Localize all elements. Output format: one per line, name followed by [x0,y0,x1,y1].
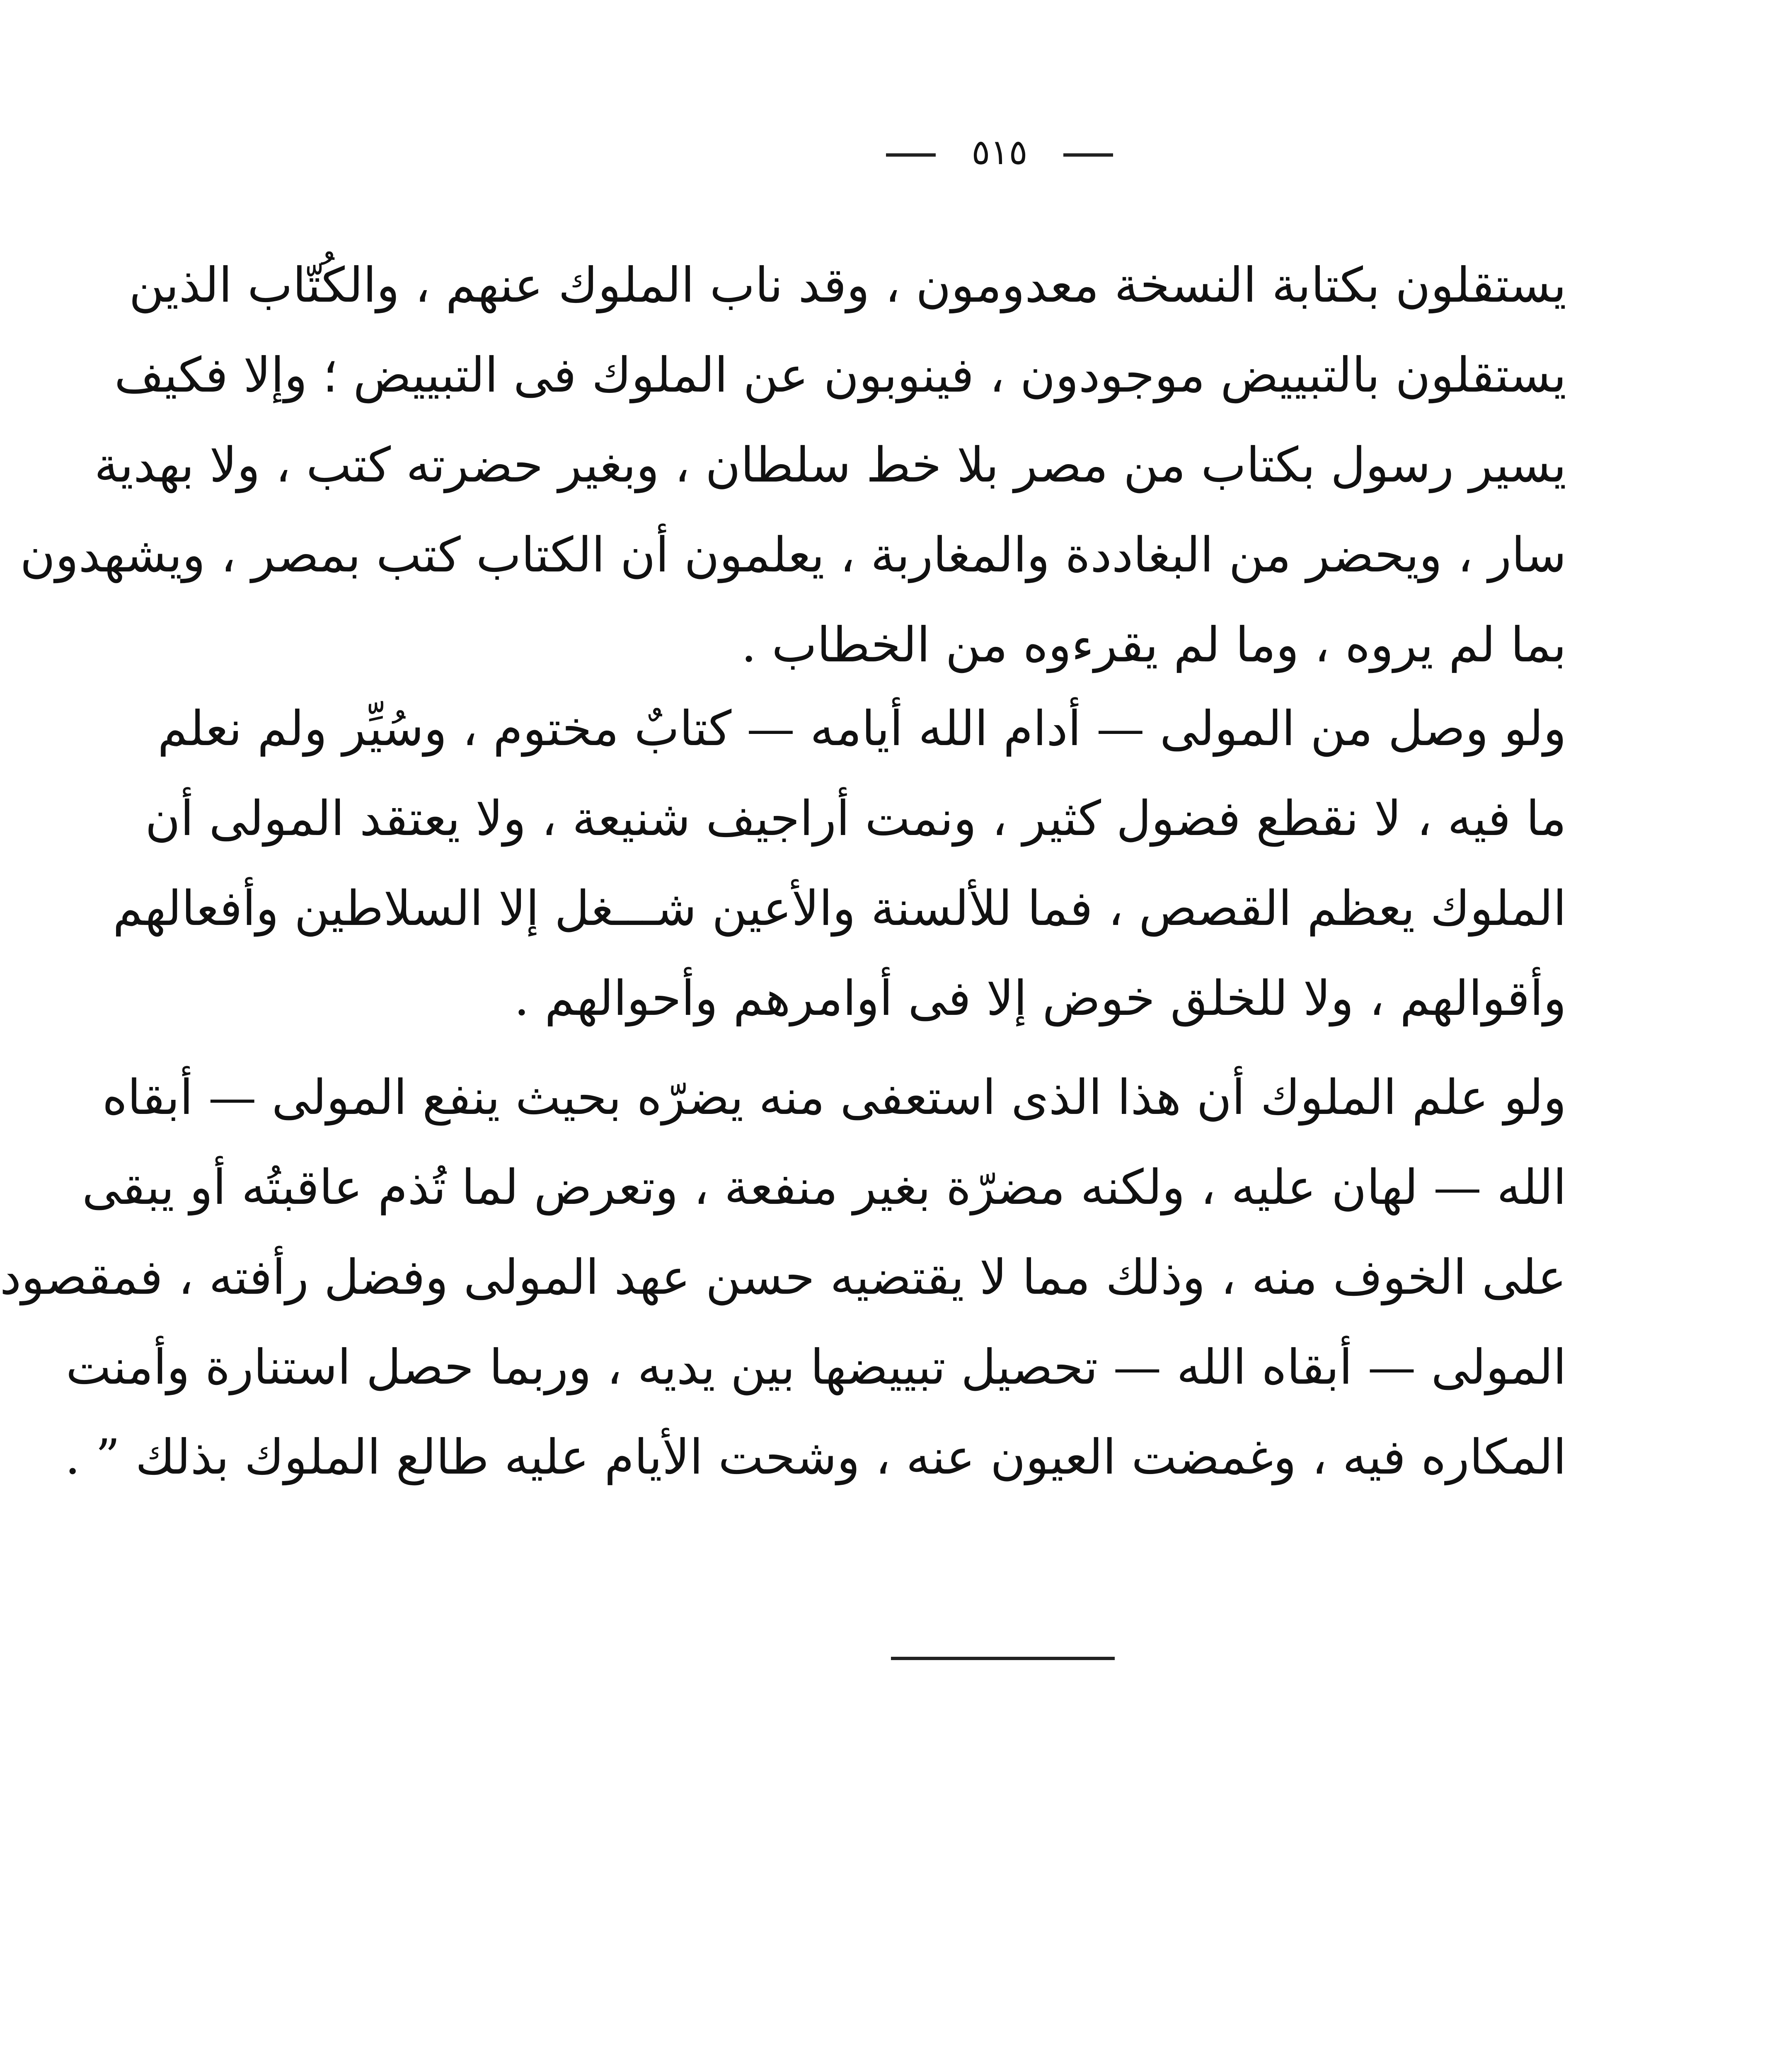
page-header [232,132,1767,172]
page-number: ٥١٥ [971,132,1028,172]
paragraph-1 [20,240,1566,690]
paragraph-line: سار ، ويحضر من البغاددة والمغاربة ، يعلمون أن الكتاب كتب بمصر ، ويشهدون [20,527,1566,583]
paragraph-line: على الخوف منه ، وذلك مما لا يقتضيه حسن عهد المولى وفضل رأفته ، فمقصود [0,1249,1566,1305]
paragraph-line: وأقوالهم ، ولا للخلق خوض إلا فى أوامرهم وأحوالهم . [514,971,1566,1026]
paragraph-line: يستقلون بالتبييض موجودون ، فينوبون عن الملوك فى التبييض ؛ وإلا فكيف [114,347,1566,403]
paragraph-line: ولو علم الملوك أن هذا الذى استعفى منه يضرّه بحيث ينفع المولى — أبقاه [102,1070,1566,1126]
paragraph-line: ولو وصل من المولى — أدام الله أيامه — كتابٌ مختوم ، وسُيِّر ولم نعلم [157,701,1566,757]
paragraph-line: الملوك يعظم القصص ، فما للألسنة والأعين شـــغل إلا السلاطين وأفعالهم [113,881,1566,937]
paragraph-3 [0,1053,1566,1502]
paragraph-line: الله — لهان عليه ، ولكنه مضرّة بغير منفعة ، وتعرض لما تُذم عاقبتُه أو يبقى [82,1159,1566,1215]
paragraph-line: المكاره فيه ، وغمضت العيون عنه ، وشحت الأيام عليه طالع الملوك بذلك ” . [65,1429,1566,1485]
paragraph-line: يستقلون بكتابة النسخة معدومون ، وقد ناب الملوك عنهم ، والكُتّاب الذين [129,257,1566,313]
paragraph-line: يسير رسول بكتاب من مصر بلا خط سلطان ، وبغير حضرته كتب ، ولا بهدية [94,437,1566,493]
paragraph-line: المولى — أبقاه الله — تحصيل تبييضها بين يديه ، وربما حصل استنارة وأمنت [65,1339,1566,1395]
end-of-section-rule [891,1657,1115,1660]
paragraph-line: ما فيه ، لا نقطع فضول كثير ، ونمت أراجيف شنيعة ، ولا يعتقد المولى أن [145,791,1566,847]
paragraph-2 [113,684,1566,1043]
paragraph-line: بما لم يروه ، وما لم يقرءوه من الخطاب . [741,617,1566,673]
header-dash-left [886,153,936,157]
header-dash-right [1063,153,1113,157]
